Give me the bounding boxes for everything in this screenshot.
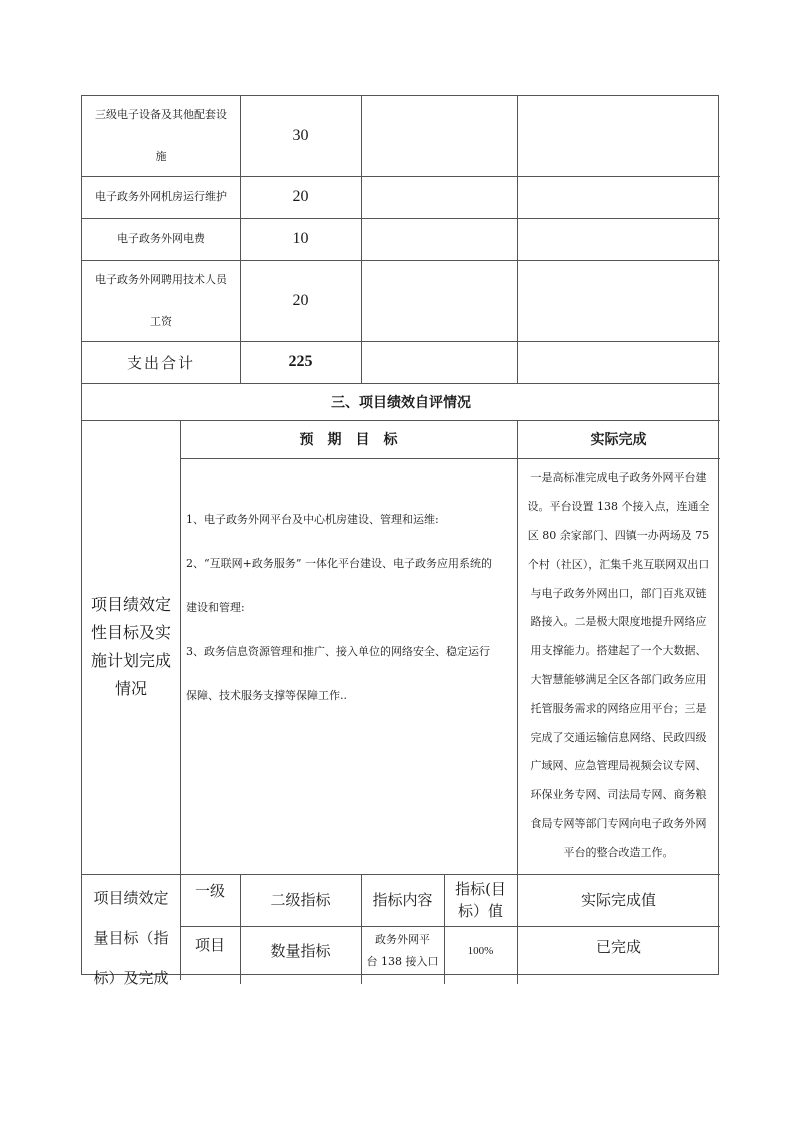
qualitative-label [82, 420, 180, 874]
header-level2: 二级指标 [270, 891, 331, 909]
expected-goal-header: 预 期 目 标 [299, 432, 398, 448]
goal-line: 2、“互联网+政务服务” 一体化平台建设、电子政务应用系统的 [186, 557, 492, 570]
row-content-line: 政务外网平 [375, 933, 430, 946]
section-title: 三、项目绩效自评情况 [331, 394, 471, 411]
expense-col4 [517, 96, 720, 176]
row-content-line: 台 138 接入口 [366, 955, 439, 968]
expense-item-line: 三级电子设备及其他配套设 [95, 108, 227, 121]
actual-line: 设。平台设置 138 个接入点，连通全 [527, 500, 710, 514]
goal-line: 1、电子政务外网平台及中心机房建设、管理和运维: [186, 513, 439, 526]
expense-amount: 20 [292, 188, 309, 205]
expense-item [82, 260, 240, 341]
header-target-line: 指标(目 [455, 880, 506, 898]
label-line: 量目标（指 [93, 929, 169, 947]
actual-completion [517, 458, 720, 874]
row-level1: 项目 [194, 936, 225, 954]
expense-amount: 20 [292, 291, 309, 309]
actual-line: 完成了交通运输信息网络、民政四级 [530, 730, 707, 744]
label-line: 标）及完成 [93, 969, 169, 987]
label-line: 性目标及实 [90, 623, 171, 642]
actual-line: 区 80 余家部门、四镇一办两场及 75 [527, 529, 710, 543]
actual-line: 托管服务需求的网络应用平台；三是 [530, 701, 707, 715]
actual-line: 平台的整合改造工作。 [563, 845, 674, 859]
expected-goals [180, 458, 517, 874]
expense-item-line: 电子政务外网聘用技术人员 [95, 272, 227, 286]
label-line: 项目绩效定 [90, 595, 171, 614]
expense-item: 电子政务外网电费 [117, 232, 205, 245]
actual-line: 与电子政务外网出口，部门百兆双链 [530, 586, 707, 600]
row-level2: 数量指标 [270, 942, 331, 960]
expense-item-line: 工资 [150, 314, 172, 328]
label-line: 项目绩效定 [93, 889, 169, 907]
expense-item [82, 96, 240, 176]
expense-amount: 10 [292, 230, 309, 247]
expense-item: 电子政务外网机房运行维护 [95, 190, 227, 203]
actual-line: 食局专网等部门专网向电子政务外网 [530, 816, 707, 830]
row-target: 100% [467, 945, 494, 957]
actual-line: 用支撑能力。搭建起了一个大数据、 [530, 644, 707, 658]
goal-line: 保障、技术服务支撑等保障工作.. [186, 689, 347, 702]
header-target [444, 874, 517, 926]
goal-line: 3、政务信息资源管理和推广、接入单位的网络安全、稳定运行 [186, 645, 490, 658]
header-level1: 一级 [194, 882, 225, 900]
actual-line: 环保业务专网、司法局专网、商务粮 [530, 788, 707, 802]
header-target-line: 标）值 [457, 902, 503, 920]
actual-line: 大智慧能够满足全区各部门政务应用 [530, 673, 707, 686]
header-content: 指标内容 [372, 891, 433, 909]
expense-col3 [361, 96, 517, 176]
actual-line: 路接入。二是极大限度地提升网络应 [530, 615, 707, 629]
label-line: 施计划完成 [90, 651, 171, 670]
quantitative-label [82, 874, 180, 987]
total-amount: 225 [288, 353, 313, 370]
label-line: 情况 [114, 679, 147, 698]
row-actual: 已完成 [595, 938, 641, 956]
total-label: 支出合计 [126, 353, 195, 372]
goal-line: 建设和管理: [186, 601, 245, 614]
expense-amount: 30 [292, 127, 309, 144]
row-content [361, 926, 444, 976]
performance-table [81, 95, 719, 987]
actual-line: 广域网、应急管理局视频会议专网、 [530, 759, 707, 773]
actual-line: 个村（社区），汇集千兆互联网双出口 [527, 557, 710, 571]
actual-completion-header: 实际完成 [590, 432, 647, 448]
expense-item-line: 施 [155, 150, 167, 163]
header-actual: 实际完成值 [580, 891, 656, 909]
actual-line: 一是高标准完成电子政务外网平台建 [530, 471, 707, 485]
